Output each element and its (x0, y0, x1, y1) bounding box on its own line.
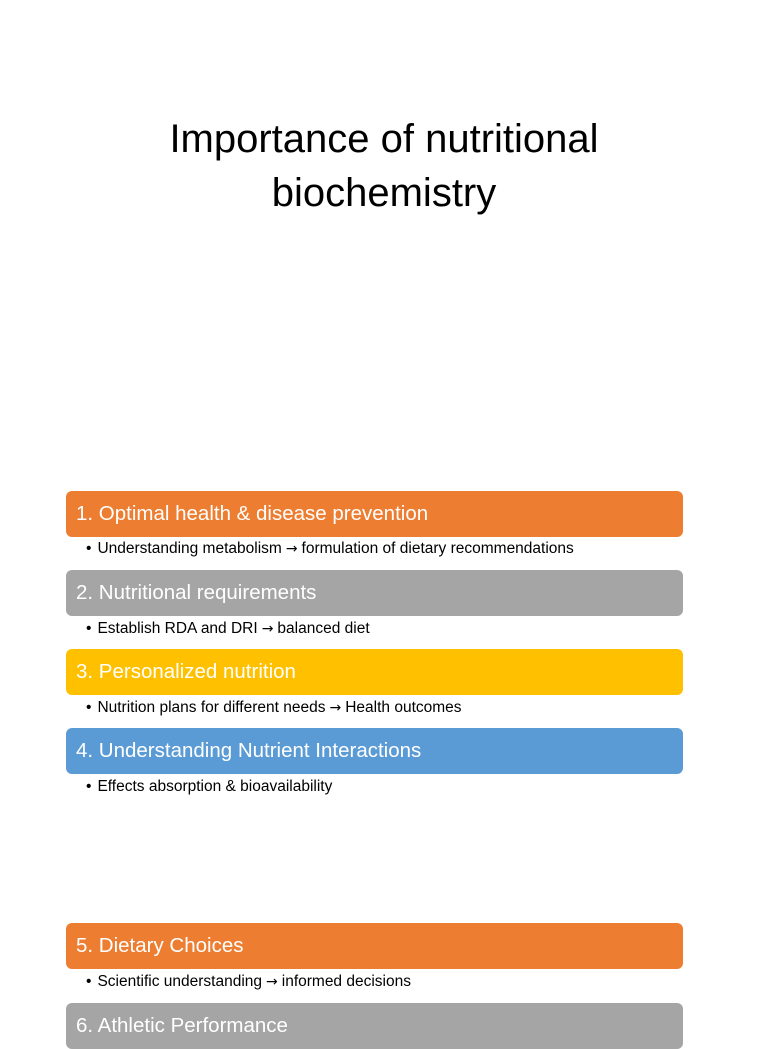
section-header-nutritional-requirements (66, 570, 683, 616)
section-header-label: 4. Understanding Nutrient Interactions (76, 739, 422, 762)
bullet-point (86, 539, 574, 559)
bullet-text-start: Scientific understanding (97, 973, 263, 990)
right-arrow-icon: → (329, 700, 342, 716)
section-header-label: 6. Athletic Performance (76, 1014, 288, 1037)
section-header-optimal-health (66, 491, 683, 537)
bullet-text-start: Nutrition plans for different needs (97, 699, 326, 716)
section-header-label: 3. Personalized nutrition (76, 660, 296, 683)
right-arrow-icon: → (266, 974, 278, 990)
right-arrow-icon: → (285, 541, 298, 557)
section-header-dietary-choices (66, 923, 683, 969)
bullet-text-end: balanced diet (277, 620, 370, 637)
bullet-point (86, 698, 462, 718)
section-header-label: 1. Optimal health & disease prevention (76, 502, 429, 525)
section-header-nutrient-interactions (66, 728, 683, 774)
bullet-point (86, 972, 411, 992)
bullet-marker: • (86, 540, 92, 557)
bullet-marker: • (86, 699, 92, 716)
section-header-personalized-nutrition (66, 649, 683, 695)
bullet-text-start: Establish RDA and DRI (97, 620, 258, 637)
bullet-point (86, 619, 370, 639)
right-arrow-icon: → (261, 621, 274, 637)
page-title (0, 112, 768, 220)
title-line-2: biochemistry (271, 171, 497, 215)
section-header-label: 2. Nutritional requirements (76, 581, 317, 604)
bullet-text-end: Health outcomes (345, 699, 462, 716)
section-header-label: 5. Dietary Choices (76, 934, 244, 957)
bullet-marker: • (86, 973, 92, 990)
bullet-point (86, 777, 332, 797)
bullet-text-start: Effects absorption & bioavailability (97, 778, 333, 795)
bullet-text-start: Understanding metabolism (97, 540, 282, 557)
bullet-text-end: formulation of dietary recommendations (301, 540, 574, 557)
bullet-marker: • (86, 778, 92, 795)
title-line-1: Importance of nutritional (169, 117, 599, 161)
bullet-text-end: informed decisions (281, 973, 411, 990)
section-header-athletic-performance (66, 1003, 683, 1049)
bullet-marker: • (86, 620, 92, 637)
